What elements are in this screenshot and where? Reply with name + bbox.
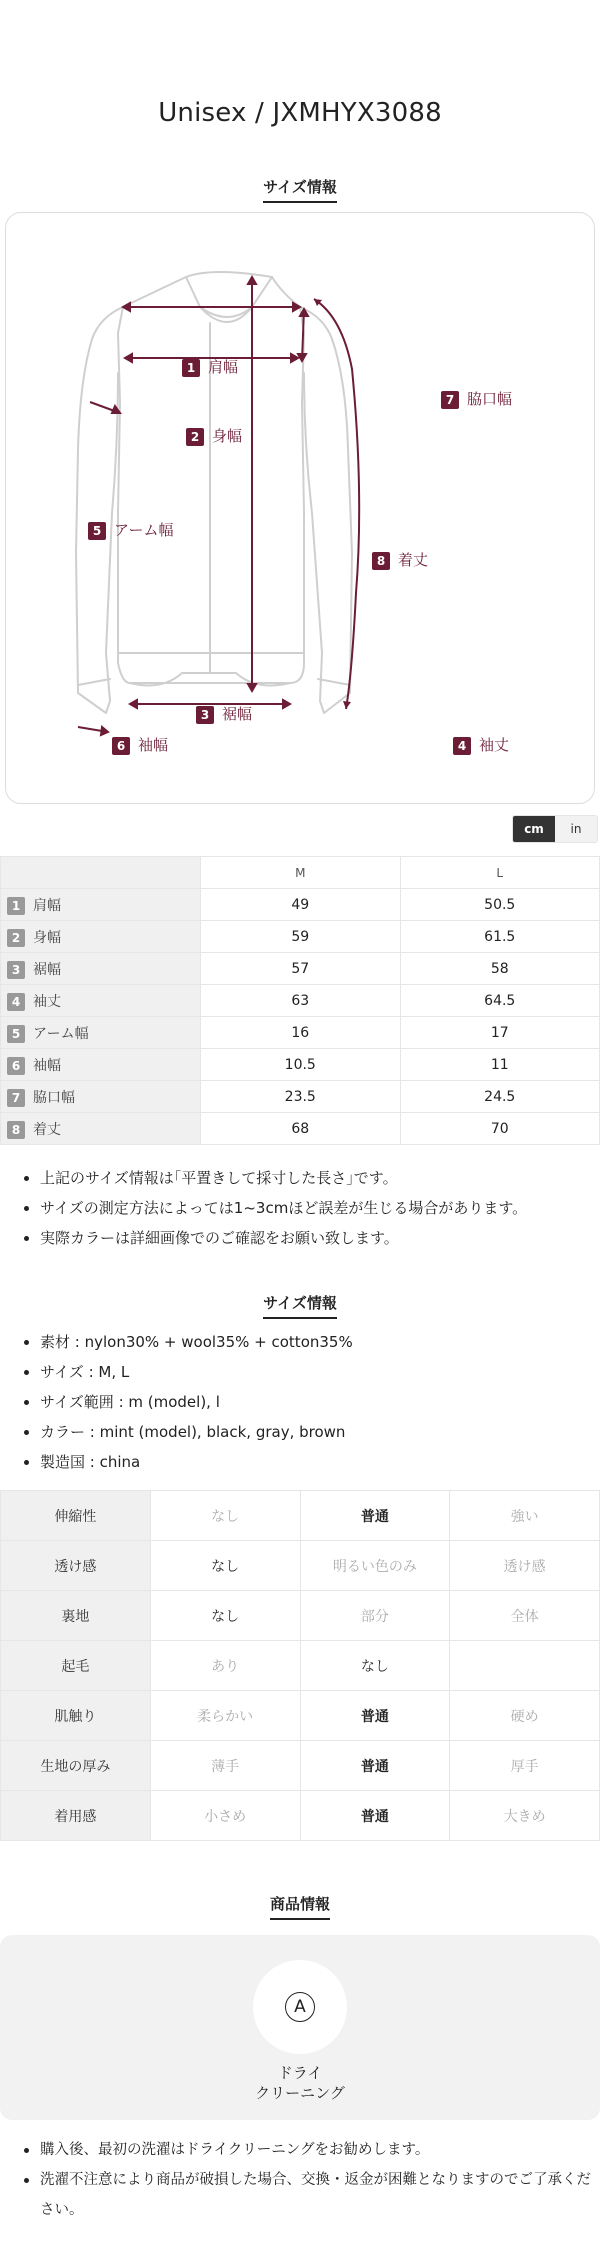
attribute-option: 薄手 [150, 1741, 300, 1791]
attribute-option: 厚手 [450, 1741, 600, 1791]
diagram-text-6: 袖幅 [138, 736, 169, 754]
unit-in-button[interactable]: in [555, 816, 597, 842]
list-item: サイズの測定方法によっては1~3cmほど誤差が生じる場合があります。 [22, 1193, 592, 1223]
row-label-text: 着丈 [33, 1121, 61, 1138]
attribute-option: なし [150, 1541, 300, 1591]
unit-cm-button[interactable]: cm [513, 816, 555, 842]
fabric-attribute-table [0, 1490, 600, 1841]
list-item: 素材 : nylon30% + wool35% + cotton35% [22, 1327, 592, 1357]
cell-m: 23.5 [201, 1081, 401, 1113]
row-num-badge: 2 [7, 929, 25, 947]
table-row [1, 1741, 600, 1791]
row-label-text: アーム幅 [33, 1025, 89, 1042]
attribute-option: 小さめ [150, 1791, 300, 1841]
attribute-label: 裏地 [1, 1591, 151, 1641]
row-label-text: 脇口幅 [33, 1089, 75, 1106]
diagram-label-4 [453, 734, 509, 755]
spec-section-heading [0, 1292, 600, 1319]
cell-m: 63 [201, 985, 401, 1017]
care-label-line2: クリーニング [255, 2084, 345, 2102]
diagram-label-2 [186, 425, 242, 446]
attribute-label: 起毛 [1, 1641, 151, 1691]
diagram-label-7 [441, 388, 512, 409]
row-label [1, 1113, 201, 1145]
row-label [1, 1017, 201, 1049]
cell-m: 59 [201, 921, 401, 953]
table-row [1, 1591, 600, 1641]
row-num-badge: 6 [7, 1057, 25, 1075]
product-section-heading [0, 1893, 600, 1920]
diagram-num-8: 8 [372, 552, 390, 570]
attribute-label: 肌触り [1, 1691, 151, 1741]
diagram-text-8: 着丈 [398, 551, 429, 569]
row-label [1, 985, 201, 1017]
size-col-m: M [201, 857, 401, 889]
list-item: 購入後、最初の洗濯はドライクリーニングをお勧めします。 [22, 2135, 592, 2165]
diagram-num-2: 2 [186, 428, 204, 446]
list-item: カラー : mint (model), black, gray, brown [22, 1417, 592, 1447]
diagram-label-6 [112, 734, 168, 755]
row-label-text: 身幅 [33, 929, 61, 946]
size-section-heading [0, 176, 600, 203]
size-table-header [1, 857, 600, 889]
care-info-box [0, 1935, 600, 2120]
unit-toggle [512, 815, 598, 843]
table-row [1, 1049, 600, 1081]
diagram-num-7: 7 [441, 391, 459, 409]
attribute-option: 透け感 [450, 1541, 600, 1591]
size-diagram [5, 212, 595, 804]
attribute-label: 透け感 [1, 1541, 151, 1591]
list-item: サイズ : M, L [22, 1357, 592, 1387]
attribute-option: 普通 [300, 1491, 450, 1541]
attribute-label: 伸縮性 [1, 1491, 151, 1541]
attribute-option: あり [150, 1641, 300, 1691]
attribute-option: 普通 [300, 1791, 450, 1841]
diagram-text-2: 身幅 [212, 427, 243, 445]
size-header-blank [1, 857, 201, 889]
table-row [1, 953, 600, 985]
table-row [1, 921, 600, 953]
attribute-option: 普通 [300, 1741, 450, 1791]
table-row [1, 1113, 600, 1145]
diagram-label-1 [182, 356, 238, 377]
diagram-label-3 [196, 703, 252, 724]
care-icon-circle [253, 1960, 347, 2054]
diagram-text-1: 肩幅 [208, 358, 239, 376]
cell-l: 64.5 [400, 985, 600, 1017]
list-item: 洗濯不注意により商品が破損した場合、交換・返金が困難となりますのでご了承ください。 [22, 2165, 592, 2225]
attribute-option: なし [150, 1491, 300, 1541]
attribute-option: 部分 [300, 1591, 450, 1641]
row-label [1, 1049, 201, 1081]
spec-section-title: サイズ情報 [263, 1292, 337, 1319]
diagram-label-8 [372, 549, 428, 570]
attribute-option: 強い [450, 1491, 600, 1541]
care-notes-list [22, 2135, 592, 2225]
cell-l: 11 [400, 1049, 600, 1081]
list-item: 実際カラーは詳細画像でのご確認をお願い致します。 [22, 1223, 592, 1253]
cell-l: 58 [400, 953, 600, 985]
row-label-text: 袖丈 [33, 993, 61, 1010]
attribute-option: 硬め [450, 1691, 600, 1741]
attribute-option: 普通 [300, 1691, 450, 1741]
diagram-text-7: 脇口幅 [467, 390, 513, 408]
diagram-num-6: 6 [112, 737, 130, 755]
table-row [1, 1641, 600, 1691]
row-label [1, 889, 201, 921]
row-label [1, 953, 201, 985]
diagram-text-4: 袖丈 [479, 736, 510, 754]
row-label-text: 肩幅 [33, 897, 61, 914]
table-row [1, 1081, 600, 1113]
row-label [1, 1081, 201, 1113]
care-label-line1: ドライ [277, 2064, 323, 2082]
cell-m: 57 [201, 953, 401, 985]
row-num-badge: 8 [7, 1121, 25, 1139]
attribute-option [450, 1641, 600, 1691]
cell-m: 16 [201, 1017, 401, 1049]
attribute-label: 着用感 [1, 1791, 151, 1841]
attribute-option: 柔らかい [150, 1691, 300, 1741]
row-num-badge: 5 [7, 1025, 25, 1043]
cell-l: 24.5 [400, 1081, 600, 1113]
product-title: Unisex / JXMHYX3088 [158, 98, 442, 128]
row-label-text: 袖幅 [33, 1057, 61, 1074]
row-num-badge: 7 [7, 1089, 25, 1107]
attribute-option: なし [150, 1591, 300, 1641]
spec-list [22, 1327, 592, 1477]
table-row [1, 1791, 600, 1841]
diagram-text-5: アーム幅 [114, 521, 174, 539]
row-num-badge: 4 [7, 993, 25, 1011]
row-num-badge: 1 [7, 897, 25, 915]
table-row [1, 1017, 600, 1049]
list-item: サイズ範囲 : m (model), l [22, 1387, 592, 1417]
diagram-num-5: 5 [88, 522, 106, 540]
diagram-text-3: 裾幅 [222, 705, 253, 723]
cell-l: 50.5 [400, 889, 600, 921]
diagram-num-3: 3 [196, 706, 214, 724]
row-label-text: 裾幅 [33, 961, 61, 978]
table-row [1, 1691, 600, 1741]
table-row [1, 985, 600, 1017]
cell-l: 70 [400, 1113, 600, 1145]
size-col-l: L [400, 857, 600, 889]
size-notes-list [22, 1163, 592, 1253]
attribute-option: 明るい色のみ [300, 1541, 450, 1591]
table-row [1, 1541, 600, 1591]
cell-l: 17 [400, 1017, 600, 1049]
list-item: 上記のサイズ情報は｢平置きして採寸した長さ｣です。 [22, 1163, 592, 1193]
care-label [0, 2063, 600, 2103]
row-num-badge: 3 [7, 961, 25, 979]
attribute-option: 大きめ [450, 1791, 600, 1841]
list-item: 製造国 : china [22, 1447, 592, 1477]
table-row [1, 1491, 600, 1541]
size-table [0, 856, 600, 1145]
attribute-label: 生地の厚み [1, 1741, 151, 1791]
cell-m: 10.5 [201, 1049, 401, 1081]
diagram-num-1: 1 [182, 359, 200, 377]
cell-m: 49 [201, 889, 401, 921]
row-label [1, 921, 201, 953]
cell-l: 61.5 [400, 921, 600, 953]
attribute-option: なし [300, 1641, 450, 1691]
size-section-title: サイズ情報 [263, 176, 337, 203]
table-row [1, 889, 600, 921]
cell-m: 68 [201, 1113, 401, 1145]
diagram-label-5 [88, 519, 174, 540]
diagram-num-4: 4 [453, 737, 471, 755]
jacket-diagram-svg [6, 213, 596, 805]
dry-clean-icon: A [285, 1992, 315, 2022]
attribute-option: 全体 [450, 1591, 600, 1641]
product-section-title: 商品情報 [270, 1893, 330, 1920]
